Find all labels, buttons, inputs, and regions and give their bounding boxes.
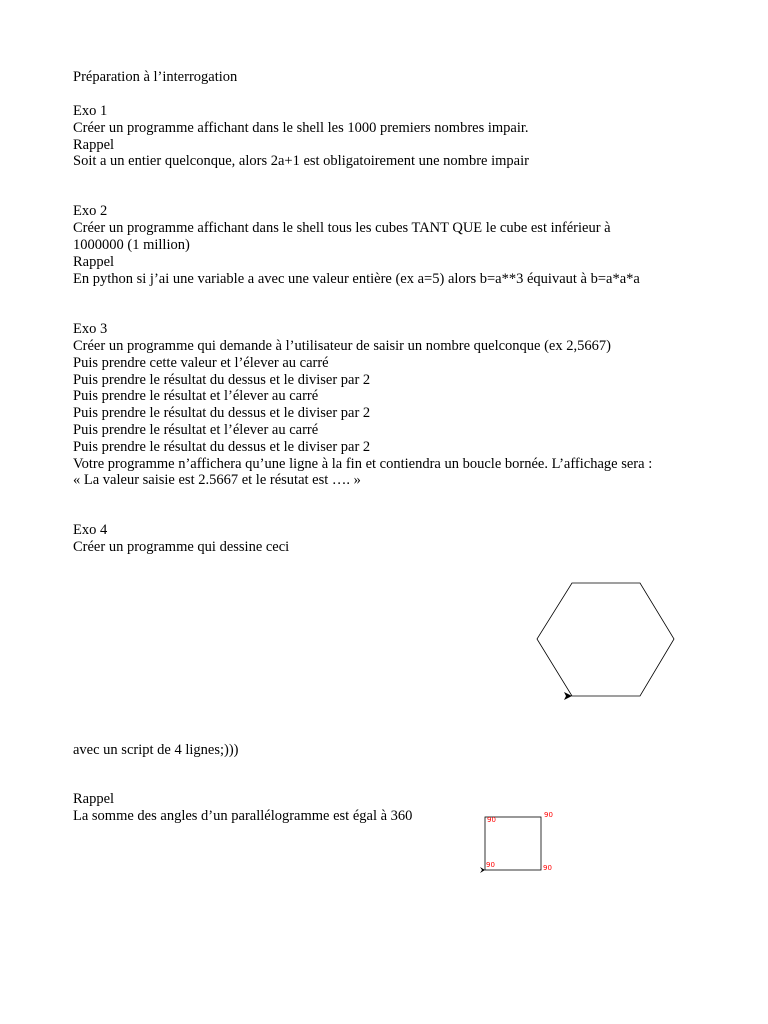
turtle-cursor-icon: [480, 867, 485, 873]
angle-label-top-right: 90: [544, 811, 553, 819]
exo4-rappel-text: La somme des angles d’un parallélogramme est égal à 360: [73, 808, 413, 824]
exo4-script-note: avec un script de 4 lignes;))): [73, 742, 239, 758]
exo3-line: Puis prendre le résultat et l’élever au carré: [73, 388, 319, 404]
exo3-line: Puis prendre le résultat du dessus et le diviser par 2: [73, 372, 371, 388]
exo4-instruction: Créer un programme qui dessine ceci: [73, 539, 290, 555]
exo3-line: Puis prendre le résultat et l’élever au carré: [73, 422, 319, 438]
exo3-heading: Exo 3: [73, 321, 108, 337]
exo3-line: Puis prendre le résultat du dessus et le diviser par 2: [73, 405, 371, 421]
angle-label-top-left: 90: [487, 816, 496, 824]
exo1-heading: Exo 1: [73, 103, 108, 119]
exo3-line: Créer un programme qui demande à l’utilisateur de saisir un nombre quelconque (ex 2,5667): [73, 338, 611, 354]
page-title: Préparation à l’interrogation: [73, 69, 238, 85]
exo3-line: Puis prendre cette valeur et l’élever au carré: [73, 355, 329, 371]
exo2-rappel-label: Rappel: [73, 254, 115, 270]
exo1-rappel-text: Soit a un entier quelconque, alors 2a+1 est obligatoirement une nombre impair: [73, 153, 529, 169]
exo3-line: « La valeur saisie est 2.5667 et le résutat est …. »: [73, 472, 361, 488]
hexagon-outline: [537, 583, 674, 696]
hexagon-figure: [530, 575, 680, 705]
exo2-rappel-text: En python si j’ai une variable a avec une valeur entière (ex a=5) alors b=a**3 équivaut à b=a*a*a: [73, 271, 640, 287]
exo2-instruction-line1: Créer un programme affichant dans le shell tous les cubes TANT QUE le cube est inférieur à: [73, 220, 611, 236]
exo1-rappel-label: Rappel: [73, 137, 115, 153]
exo2-instruction-line2: 1000000 (1 million): [73, 237, 190, 253]
exo4-rappel-label: Rappel: [73, 791, 115, 807]
exo3-line: Votre programme n’affichera qu’une ligne à la fin et contiendra un boucle bornée. L’affichage sera :: [73, 456, 653, 472]
angle-label-bottom-right: 90: [543, 864, 552, 872]
turtle-cursor-icon: [564, 692, 572, 700]
exo4-heading: Exo 4: [73, 522, 108, 538]
exo3-line: Puis prendre le résultat du dessus et le diviser par 2: [73, 439, 371, 455]
exo2-heading: Exo 2: [73, 203, 108, 219]
square-figure: [476, 805, 566, 880]
angle-label-bottom-left: 90: [486, 861, 495, 869]
exo1-instruction: Créer un programme affichant dans le shell les 1000 premiers nombres impair.: [73, 120, 529, 136]
